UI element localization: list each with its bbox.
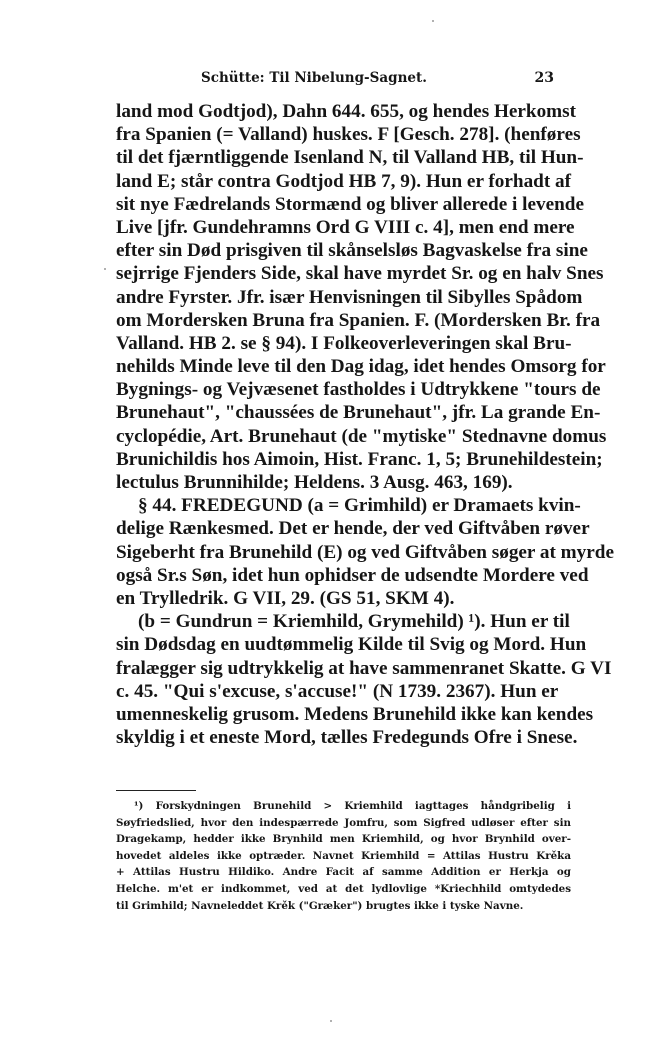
text-line: delige Rænkesmed. Det er hende, der ved Giftvåben røver [116,518,590,540]
text-line: skyldig i et eneste Mord, tælles Fredegunds Ofre i Snese. [116,727,578,749]
footnote-line: Helche. m'et er indkommet, ved at det lydlovlige *Kriechhild omtydedes [116,882,571,895]
text-line: Live [jfr. Gundehramns Ord G VIII c. 4], men end mere [116,216,575,238]
footnote-line: Dragekamp, hedder ikke Brynhild men Kriemhild, og hvor Brynhild over- [116,833,571,846]
text-line: om Mordersken Bruna fra Spanien. F. (Mordersken Br. fra [116,309,601,331]
text-line: c. 45. "Qui s'excuse, s'accuse!" (N 1739. 2367). Hun er [116,680,559,702]
scan-speck [330,1020,332,1022]
scan-speck [104,268,106,270]
text-line: cyclopédie, Art. Brunehaut (de "mytiske" Stednavne domus [116,425,607,447]
text-line: til det fjærntliggende Isenland N, til Valland HB, til Hun- [116,147,584,169]
text-line: Brunichildis hos Aimoin, Hist. Franc. 1, 5; Brunehildestein; [116,448,603,470]
footnote-rule [116,790,196,791]
text-line: en Trylledrik. G VII, 29. (GS 51, SKM 4). [116,587,455,609]
footnotes [116,798,571,914]
footnote-line: til Grimhild; Navneleddet Krěk ("Græker") brugtes ikke i tyske Navne. [116,899,524,912]
text-line: lectulus Brunnihilde; Heldens. 3 Ausg. 463, 169). [116,472,513,493]
text-line: land mod Godtjod), Dahn 644. 655, og hendes Herkomst [116,101,577,122]
text-line: nehilds Minde leve til den Dag idag, idet hendes Omsorg for [116,356,606,378]
text-line: fralægger sig udtrykkelig at have sammenranet Skatte. G VI [116,657,612,679]
footnote-line: ¹) Forskydningen Brunehild > Kriemhild iagttages håndgribelig i [134,800,571,812]
footnote-line: hovedet aldeles ikke optræder. Navnet Kriemhild = Attilas Hustru Krěka [116,849,571,862]
text-line: sejrrige Fjenders Side, skal have myrdet Sr. og en halv Snes [116,263,604,285]
text-line: Valland. HB 2. se § 94). I Folkeoverleveringen skal Bru- [116,332,572,354]
main-text [116,100,614,749]
text-line: umenneskelig grusom. Medens Brunehild ikke kan kendes [116,703,594,725]
text-line: efter sin Død prisgiven til skånselsløs Bagvaskelse fra sine [116,240,588,262]
text-line: Brunehaut", "chaussées de Brunehaut", jfr. La grande En- [116,402,601,424]
text-line: Bygnings- og Vejvæsenet fastholdes i Udtrykkene "tours de [116,379,601,401]
text-line: også Sr.s Søn, idet hun ophidser de udsendte Mordere ved [116,564,589,586]
text-line: land E; står contra Godtjod HB 7, 9). Hun er forhadt af [116,170,572,192]
text-line: andre Fyrster. Jfr. især Henvisningen til Sibylles Spådom [116,286,583,308]
footnote-line: + Attilas Hustru Hildiko. Andre Facit af samme Addition er Herkja og [116,866,571,879]
running-title: Schütte: Til Nibelung-Sagnet. [201,70,427,86]
footnote-line: Søyfriedslied, hvor den indespærrede Jomfru, som Sigfred udløser efter sin [116,816,571,829]
page-number: 23 [534,70,554,86]
text-line: Sigeberht fra Brunehild (E) og ved Giftvåben søger at myrde [116,541,614,563]
scan-speck [432,20,434,22]
text-line: fra Spanien (= Valland) huskes. F [Gesch. 278]. (henføres [116,124,581,146]
text-line: (b = Gundrun = Kriemhild, Grymehild) ¹). Hun er til [138,611,570,633]
text-line: sit nye Fædrelands Stormænd og bliver allerede i levende [116,193,584,215]
section-heading-line: § 44. FREDEGUND (a = Grimhild) er Dramaets kvin- [138,495,581,517]
text-line: sin Dødsdag en uudtømmelig Kilde til Svig og Mord. Hun [116,634,587,656]
